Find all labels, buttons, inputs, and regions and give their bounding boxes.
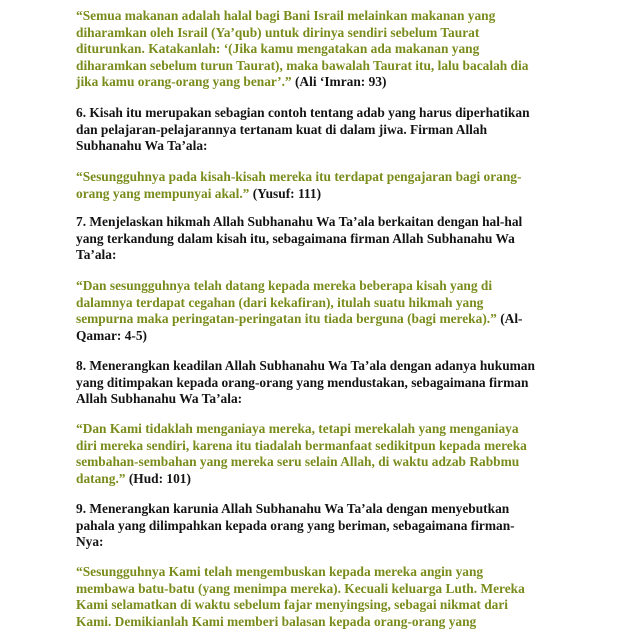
paragraph-9 [76,501,576,551]
verse-reference: (Ali ‘Imran: 93) [291,74,387,89]
text-line: Kami selamatkan di waktu sebelum fajar menyingsing, sebagai nikmat dari [76,597,509,612]
text-line: 7. Menjelaskan hikmah Allah Subhanahu Wa Ta’ala berkaitan dengan hal-hal [76,214,523,229]
text-line: pahala yang dilimpahkan kepada orang yang beriman, sebagaimana firman- [76,517,515,533]
quote-ali-imran-93 [76,8,576,91]
text-line: diharamkan oleh Israil (Ya’qub) untuk dirinya sendiri sebelum Taurat [76,24,480,40]
paragraph-7 [76,214,576,264]
text-line [76,471,576,488]
paragraph-6 [76,105,576,155]
text-line: dalamnya terdapat cegahan (dari kekafiran), itulah suatu hikmah yang [76,294,484,310]
text-line [76,311,576,328]
text-line: diharamkan sebelum turun Taurat), maka bawalah Taurat itu, lalu bacalah dia [76,57,529,73]
text-line: 6. Kisah itu merupakan sebagian contoh tentang adab yang harus diperhatikan [76,105,530,120]
text-line: yang terkandung dalam kisah itu, sebagaimana firman Allah Subhanahu Wa [76,230,515,246]
verse-reference: (Yusuf: 111) [249,185,322,201]
paragraph-8 [76,358,576,408]
text-line: Subhanahu Wa Ta’ala: [76,138,208,153]
text-line: 8. Menerangkan keadilan Allah Subhanahu Wa Ta’ala dengan adanya hukuman [76,358,535,373]
quote-text: sempurna maka peringatan-peringatan itu tiada berguna (bagi mereka).” [76,311,497,326]
text-line: “Dan sesungguhnya telah datang kepada mereka beberapa kisah yang di [76,278,493,293]
text-line: Nya: [76,534,104,549]
text-line: yang ditimpakan kepada orang-orang yang mendustakan, sebagaimana firman [76,374,529,390]
quote-text: datang.” [76,470,126,486]
text-line: Kami. Demikianlah Kami memberi balasan kepada orang-orang yang [76,613,477,629]
text-line: 9. Menerangkan karunia Allah Subhanahu Wa Ta’ala dengan menyebutkan [76,501,510,516]
quote-al-qamar-4-5 [76,278,576,344]
text-line: “Sesungguhnya Kami telah mengembuskan kepada mereka angin yang [76,564,484,579]
text-line [76,186,576,203]
quote-text: orang yang mempunyai akal.” [76,185,250,201]
text-line: “Semua makanan adalah halal bagi Bani Israil melainkan makanan yang [76,8,496,23]
text-line: sembahan-sembahan yang mereka seru selain Allah, di waktu adzab Rabbmu [76,454,520,469]
text-line: diri mereka sendiri, karena itu tiadalah bermanfaat sedikitpun kepada mereka [76,437,527,453]
text-line: Ta’ala: [76,247,117,262]
quote-adz-dzariyat [76,564,576,630]
text-line: Allah Subhanahu Wa Ta’ala: [76,391,243,406]
text-line: diturunkan. Katakanlah: ‘(Jika kamu mengatakan ada makanan yang [76,41,480,56]
quote-hud-101 [76,421,576,487]
text-line: “Sesungguhnya pada kisah-kisah mereka itu terdapat pengajaran bagi orang- [76,169,522,184]
quote-yusuf-111 [76,169,576,202]
text-line: membawa batu-batu (yang menimpa mereka). Kecuali keluarga Luth. Mereka [76,580,525,596]
verse-reference: (Al- [496,311,523,326]
quote-text: jika kamu orang-orang yang benar’.” [76,74,292,89]
verse-reference: (Hud: 101) [125,470,191,486]
text-line: dan pelajaran-pelajarannya tertanam kuat di dalam jiwa. Firman Allah [76,121,488,137]
verse-reference: Qamar: 4-5) [76,327,148,343]
text-line [76,74,576,91]
text-line: “Dan Kami tidaklah menganiaya mereka, tetapi merekalah yang menganiaya [76,421,519,436]
